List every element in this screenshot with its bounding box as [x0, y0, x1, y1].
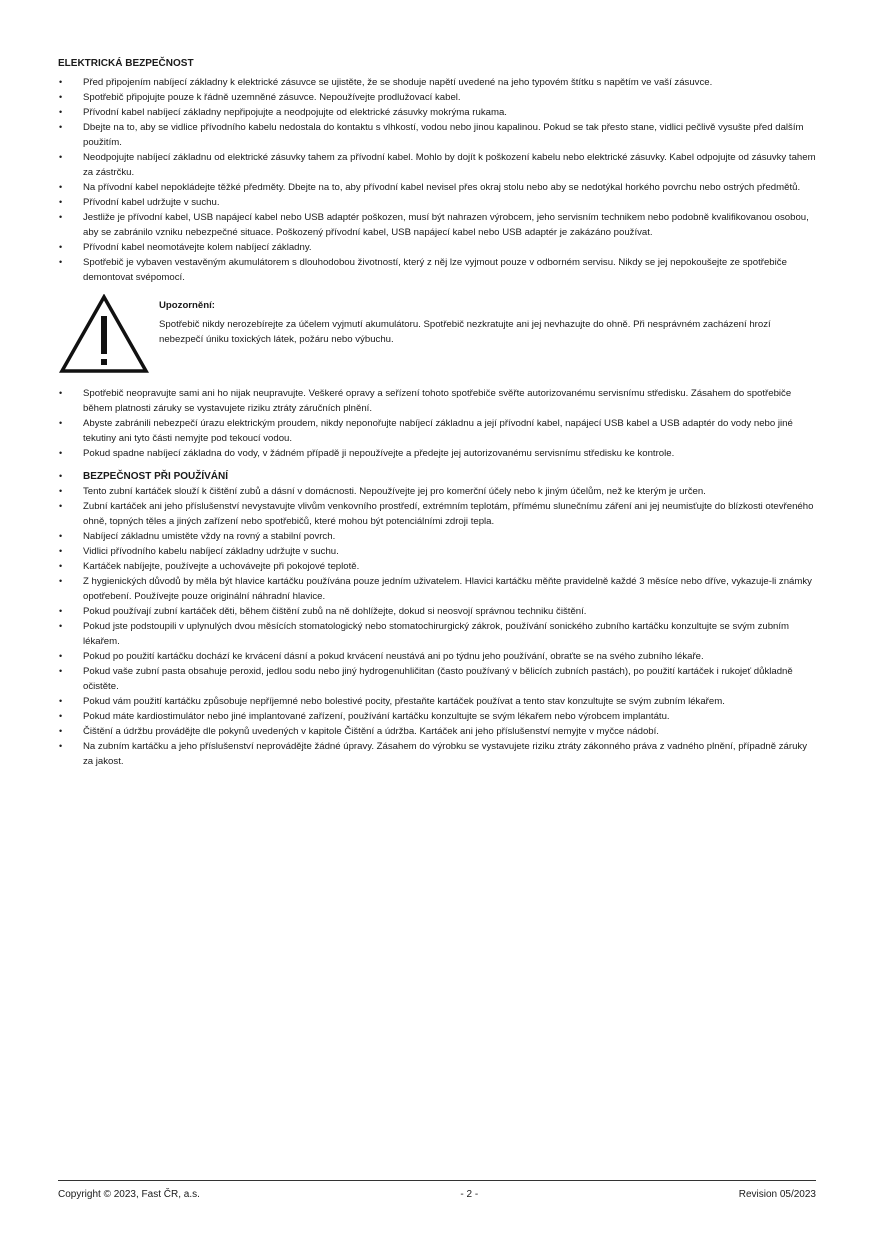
list-item: • Spotřebič neopravujte sami ani ho nijak neupravujte. Veškeré opravy a seřízení tohoto spotřebiče svěřte autorizovanému servisnímu středisku. Zásahem do spotřebiče během platnosti záruky se vystavujete riziku ztráty záručních plnění. [58, 386, 818, 416]
list-item: • Nabíjecí základnu umistěte vždy na rovný a stabilní povrch. [58, 529, 818, 544]
list-item: • Kartáček nabíjejte, používejte a uchovávejte při pokojové teplotě. [58, 559, 818, 574]
list-item: • Čištění a údržbu provádějte dle pokynů uvedených v kapitole Čištění a údržba. Kartáček ani jeho příslušenství nemyjte v myčce nádobí. [58, 724, 818, 739]
list-item: • Pokud vaše zubní pasta obsahuje peroxid, jedlou sodu nebo jiný hydrogenuhličitan (často používaný v bělicích zubních pastách), po použití kartáček i rukojeť důkladně očistěte. [58, 664, 818, 694]
revision-text: Revision 05/2023 [738, 1189, 816, 1200]
warning-box [58, 294, 818, 374]
list-item: • Neodpojujte nabíjecí základnu od elektrické zásuvky tahem za přívodní kabel. Mohlo by dojít k poškození kabelu nebo elektrické zásuvky. Kabel odpojujte od zásuvky tahem za zástrčku. [58, 150, 818, 180]
document-page [58, 58, 818, 769]
list-item: • Přívodní kabel udržujte v suchu. [58, 195, 818, 210]
list-item: • Tento zubní kartáček slouží k čištění zubů a dásní v domácnosti. Nepoužívejte jej pro komerční účely nebo k jiným účelům, než ke kterým je určen. [58, 484, 818, 499]
usage-safety-heading-list [58, 469, 818, 484]
list-item: • Pokud vám použití kartáčku způsobuje nepříjemné nebo bolestivé pocity, přestaňte kartáček používat a tento stav konzultujte se svým zubním lékařem. [58, 694, 818, 709]
list-item [58, 469, 818, 484]
electrical-safety-list [58, 75, 818, 285]
warning-triangle-icon [59, 294, 149, 374]
warning-body: Spotřebič nikdy nerozebírejte za účelem vyjmutí akumulátoru. Spotřebič nezkratujte ani jej nevhazujte do ohně. Při nesprávném zacházení hrozí nebezpečí úniku toxických látek, požáru nebo výbuchu. [159, 319, 771, 345]
list-item: • Spotřebič je vybaven vestavěným akumulátorem s dlouhodobou životností, který z něj lze vyjmout pouze v odborném servisu. Nikdy se jej nepokoušejte ze spotřebiče demontovat svépomocí. [58, 255, 818, 285]
section-usage-safety [58, 469, 818, 769]
list-item: • Jestliže je přívodní kabel, USB napájecí kabel nebo USB adaptér poškozen, musí být nahrazen výrobcem, jeho servisním technikem nebo podobně kvalifikovanou osobou, aby se zabránilo vzniku nebezpečné situace. Poškozený přívodní kabel, USB napájecí kabel nebo USB adaptér je zakázáno používat. [58, 210, 818, 240]
section-title-electrical-safety: ELEKTRICKÁ BEZPEČNOST [58, 58, 194, 69]
list-item: • Na zubním kartáčku a jeho příslušenství neprovádějte žádné úpravy. Zásahem do výrobku se vystavujete riziku ztráty zákonného práva z vadného plnění, případně záruky za jakost. [58, 739, 818, 769]
list-item: • Pokud používají zubní kartáček děti, během čištění zubů na ně dohlížejte, dokud si neosvojí správnou techniku čištění. [58, 604, 818, 619]
list-item: • Na přívodní kabel nepokládejte těžké předměty. Dbejte na to, aby přívodní kabel nevisel přes okraj stolu nebo aby se nedotýkal horkého povrchu nebo ostrých předmětů. [58, 180, 818, 195]
list-item: • Přívodní kabel nabíjecí základny nepřipojujte a neodpojujte od elektrické zásuvky mokrýma rukama. [58, 105, 818, 120]
list-item: • Abyste zabránili nebezpečí úrazu elektrickým proudem, nikdy neponořujte nabíjecí základnu a její přívodní kabel, napájecí USB kabel a USB adaptér do vody nebo jiné tekutiny ani tyto části nemyjte pod tekoucí vodou. [58, 416, 818, 446]
section-title-usage-safety: BEZPEČNOST PŘI POUŽÍVÁNÍ [83, 471, 229, 482]
repair-safety-list [58, 386, 818, 461]
warning-title: Upozornění: [159, 300, 215, 311]
list-item: • Vidlici přívodního kabelu nabíjecí základny udržujte v suchu. [58, 544, 818, 559]
list-item: • Spotřebič připojujte pouze k řádně uzemněné zásuvce. Nepoužívejte prodlužovací kabel. [58, 90, 818, 105]
copyright-text: Copyright © 2023, Fast ČR, a.s. [58, 1189, 200, 1200]
warning-text [159, 294, 809, 374]
usage-safety-list [58, 484, 818, 769]
list-item: • Pokud máte kardiostimulátor nebo jiné implantované zařízení, používání kartáčku konzultujte se svým lékařem nebo výrobcem implantátu. [58, 709, 818, 724]
list-item: • Dbejte na to, aby se vidlice přívodního kabelu nedostala do kontaktu s vlhkostí, vodou nebo jinou kapalinou. Pokud se tak přesto stane, vidlici pečlivě vysušte před dalším použitím. [58, 120, 818, 150]
page-footer [58, 1180, 816, 1200]
list-item: • Před připojením nabíjecí základny k elektrické zásuvce se ujistěte, že se shoduje napětí uvedené na jeho typovém štítku s napětím ve vaší zásuvce. [58, 75, 818, 90]
list-item: • Přívodní kabel neomotávejte kolem nabíjecí základny. [58, 240, 818, 255]
list-item: • Pokud jste podstoupili v uplynulých dvou měsících stomatologický nebo stomatochirurgický zákrok, používání sonického zubního kartáčku konzultujte se svým zubním lékařem. [58, 619, 818, 649]
list-item: • Pokud po použití kartáčku dochází ke krvácení dásní a pokud krvácení neustává ani po týdnu jeho používání, obraťte se na svého zubního lékaře. [58, 649, 818, 664]
list-item: • Z hygienických důvodů by měla být hlavice kartáčku používána pouze jedním uživatelem. Hlavici kartáčku měňte pravidelně každé 3 měsíce nebo dříve, vykazuje-li známky opotřebení. Používejte pouze originální náhradní hlavice. [58, 574, 818, 604]
list-item: • Zubní kartáček ani jeho příslušenství nevystavujte vlivům venkovního prostředí, extrémním teplotám, přímému slunečnímu záření ani jej neumisťujte do blízkosti otevřeného ohně, topných těles a jiných zařízení nebo spotřebičů, které mohou být potenciálními zdroji tepla. [58, 499, 818, 529]
page-number: - 2 - [460, 1189, 479, 1200]
list-item: • Pokud spadne nabíjecí základna do vody, v žádném případě ji nepoužívejte a předejte jej autorizovanému servisnímu středisku ke kontrole. [58, 446, 818, 461]
